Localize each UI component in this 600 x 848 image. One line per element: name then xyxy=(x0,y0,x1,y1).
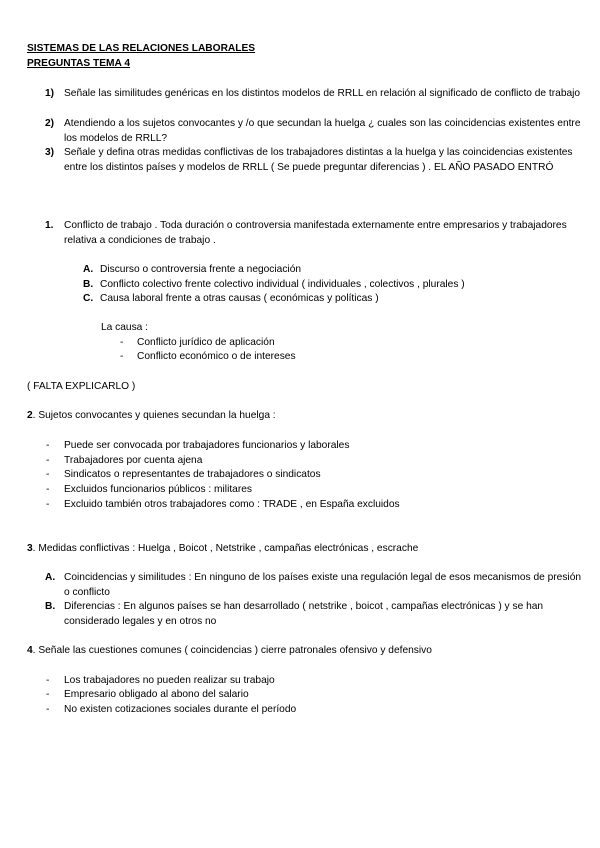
dash-bullet: - xyxy=(46,675,50,686)
document-subtitle: PREGUNTAS TEMA 4 xyxy=(27,58,131,69)
answer-heading xyxy=(27,409,276,424)
list-item: Empresario obligado al abono del salario xyxy=(64,689,249,700)
question-number: 2) xyxy=(45,118,55,129)
list-item: Conflicto jurídico de aplicación xyxy=(137,337,275,348)
list-item: Excluidos funcionarios públicos : militares xyxy=(64,484,252,495)
list-item: Conflicto económico o de intereses xyxy=(137,351,296,362)
question-number: 3) xyxy=(45,147,55,158)
list-item: Discurso o controversia frente a negociación xyxy=(100,264,302,275)
dash-bullet: - xyxy=(120,337,124,348)
question-number: 1) xyxy=(45,88,55,99)
answer-heading xyxy=(27,644,432,659)
answer-heading xyxy=(27,542,418,557)
answer-text: . Medidas conflictivas : Huelga , Boicot , Netstrike , campañas electrónicas , escrache xyxy=(32,543,419,554)
answer-text: . Sujetos convocantes y quienes secundan la huelga : xyxy=(32,410,276,421)
dash-bullet: - xyxy=(46,484,50,495)
note-text: ( FALTA EXPLICARLO ) xyxy=(27,381,136,392)
answer-number: 1. xyxy=(45,220,54,231)
dash-bullet: - xyxy=(46,469,50,480)
dash-bullet: - xyxy=(120,351,124,362)
dash-bullet: - xyxy=(46,689,50,700)
item-letter: C. xyxy=(83,293,94,304)
item-letter: B. xyxy=(83,279,94,290)
list-item: Conflicto colectivo frente colectivo individual ( individuales , colectivos , plurales ) xyxy=(100,279,465,290)
answer-text: Conflicto de trabajo . Toda duración o controversia manifestada externamente entre empresarios y trabajadores relativa a condiciones de trabajo . xyxy=(64,220,567,246)
dash-bullet: - xyxy=(46,440,50,451)
dash-bullet: - xyxy=(46,499,50,510)
list-item: Diferencias : En algunos países se han desarrollado ( netstrike , boicot , campañas electrónicas ) y se han considerado legales y en otros no xyxy=(64,601,544,627)
list-item: Trabajadores por cuenta ajena xyxy=(64,455,203,466)
answer-number: 4 xyxy=(27,645,33,656)
list-item: Causa laboral frente a otras causas ( económicas y políticas ) xyxy=(100,293,379,304)
question-text: Señale y defina otras medidas conflictivas de los trabajadores distintas a la huelga y las coincidencias existentes entre los distintos países y modelos de RRLL ( Se puede preguntar diferencias ) . EL AÑO PASADO ENTRÓ xyxy=(64,147,573,173)
dash-bullet: - xyxy=(46,704,50,715)
item-letter: A. xyxy=(83,264,94,275)
list-item: Sindicatos o representantes de trabajadores o sindicatos xyxy=(64,469,321,480)
item-letter: A. xyxy=(45,572,56,583)
question-text: Atendiendo a los sujetos convocantes y /o que secundan la huelga ¿ cuales son las coincidencias existentes entre los modelos de RRLL? xyxy=(64,118,581,144)
list-item: Puede ser convocada por trabajadores funcionarios y laborales xyxy=(64,440,350,451)
document-title: SISTEMAS DE LAS RELACIONES LABORALES xyxy=(27,43,256,54)
list-item: Excluido también otros trabajadores como : TRADE , en España excluidos xyxy=(64,499,400,510)
answer-number: 3 xyxy=(27,543,33,554)
answer-number: 2 xyxy=(27,410,33,421)
dash-bullet: - xyxy=(46,455,50,466)
list-item: Coincidencias y similitudes : En ninguno de los países existe una regulación legal de esos mecanismos de presión o conflicto xyxy=(64,572,582,598)
list-item: Los trabajadores no pueden realizar su trabajo xyxy=(64,675,275,686)
question-text: Señale las similitudes genéricas en los distintos modelos de RRLL en relación al significado de conflicto de trabajo xyxy=(64,88,581,99)
answer-text: . Señale las cuestiones comunes ( coincidencias ) cierre patronales ofensivo y defensivo xyxy=(32,645,432,656)
item-letter: B. xyxy=(45,601,56,612)
cause-label: La causa : xyxy=(101,322,149,333)
list-item: No existen cotizaciones sociales durante el período xyxy=(64,704,297,715)
